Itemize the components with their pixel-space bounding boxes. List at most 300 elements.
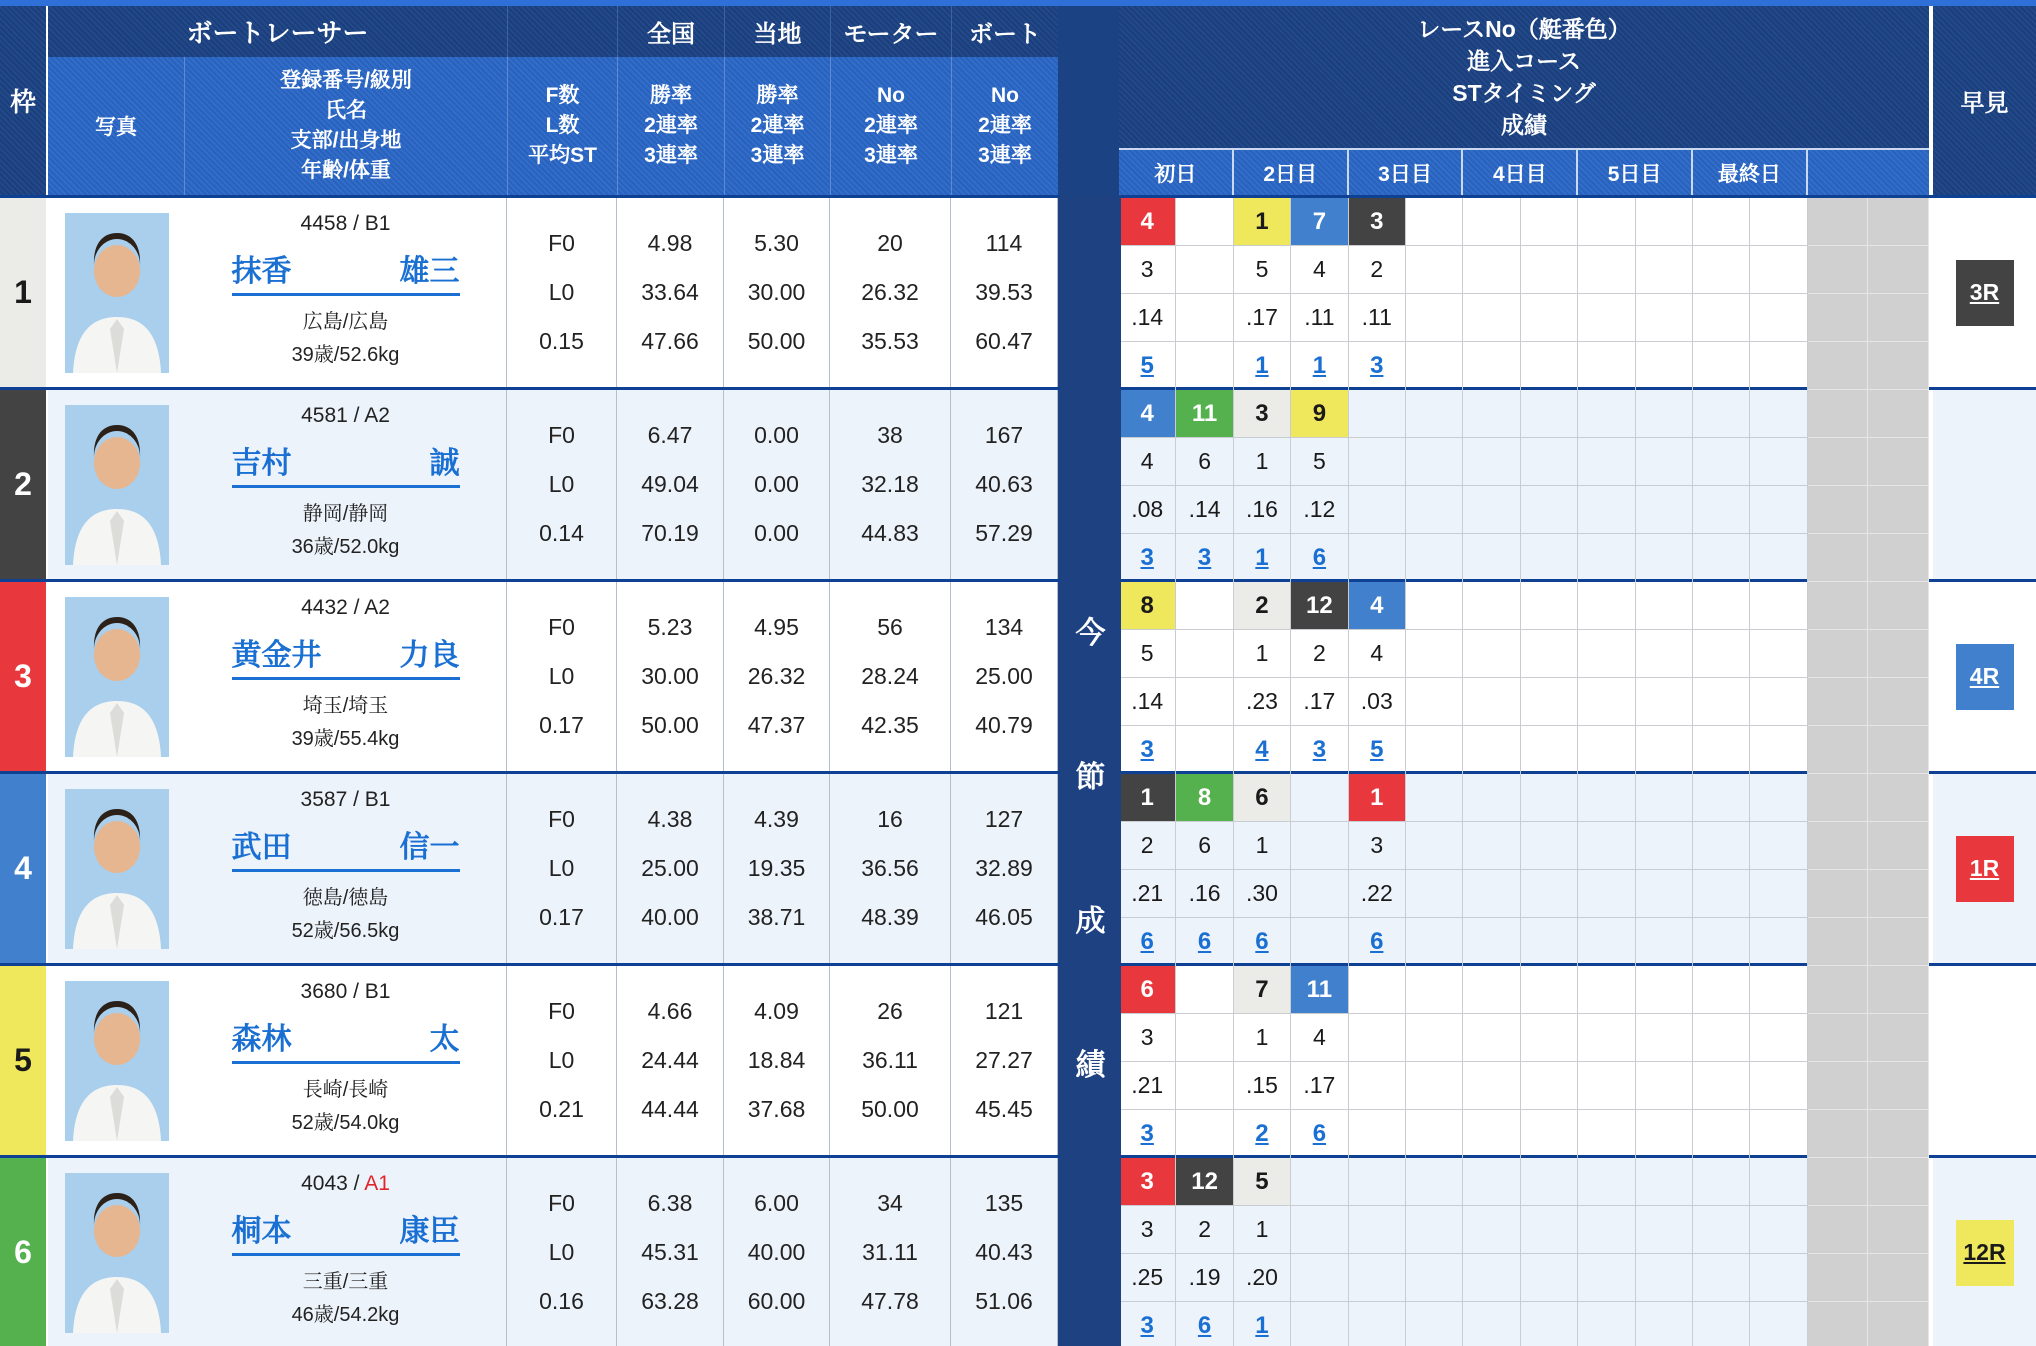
grid-cell bbox=[1578, 294, 1635, 342]
stat-value: 50.00 bbox=[641, 712, 699, 738]
entry-course-cell: 1 bbox=[1234, 822, 1291, 870]
result-link[interactable]: 3 bbox=[1197, 544, 1212, 571]
grid-cell bbox=[1578, 870, 1635, 918]
racer-photo-image bbox=[65, 981, 169, 1141]
fl-value: F0 bbox=[548, 806, 575, 832]
grid-cell bbox=[1176, 1110, 1233, 1158]
grid-cell bbox=[1406, 1062, 1463, 1110]
stat-value: 26.32 bbox=[747, 663, 806, 689]
racer-photo[interactable] bbox=[48, 774, 185, 963]
result-link[interactable]: 6 bbox=[1312, 1120, 1327, 1147]
grid-cell bbox=[1463, 918, 1520, 966]
race-number-cell: 3 bbox=[1234, 390, 1291, 438]
grid-cell bbox=[1521, 1158, 1578, 1206]
grid-cell bbox=[1176, 198, 1233, 246]
result-cell bbox=[1291, 726, 1348, 774]
quick-view-cell bbox=[1933, 198, 2036, 387]
grid-cell bbox=[1406, 630, 1463, 678]
grid-cell bbox=[1693, 1254, 1750, 1302]
fl-value: F0 bbox=[548, 422, 575, 448]
race-number-cell: 9 bbox=[1291, 390, 1348, 438]
grid-cell bbox=[1578, 678, 1635, 726]
st-timing-cell: .15 bbox=[1234, 1062, 1291, 1110]
race-number-cell: 12 bbox=[1176, 1158, 1233, 1206]
grid-cell bbox=[1750, 198, 1807, 246]
stat-value: 47.78 bbox=[861, 1288, 919, 1314]
motor-stats bbox=[830, 198, 951, 387]
photo-column-header: 写真 bbox=[48, 57, 185, 195]
frame-number: 2 bbox=[0, 390, 48, 579]
boat-stats bbox=[951, 582, 1058, 771]
day-header: 初日 bbox=[1119, 148, 1234, 195]
racer-photo[interactable] bbox=[48, 390, 185, 579]
grid-cell bbox=[1578, 438, 1635, 486]
fl-value: 0.21 bbox=[539, 1096, 584, 1122]
grid-cell bbox=[1349, 390, 1406, 438]
st-timing-cell: .20 bbox=[1234, 1254, 1291, 1302]
grid-cell bbox=[1521, 630, 1578, 678]
entry-course-cell: 4 bbox=[1291, 1014, 1348, 1062]
grid-cell bbox=[1521, 918, 1578, 966]
st-timing-cell: .16 bbox=[1234, 486, 1291, 534]
stat-value: 40.00 bbox=[641, 904, 699, 930]
st-timing-cell: .19 bbox=[1176, 1254, 1233, 1302]
result-link[interactable]: 1 bbox=[1255, 1312, 1269, 1339]
racer-name-link[interactable] bbox=[232, 1014, 460, 1064]
stat-value: 24.44 bbox=[641, 1047, 699, 1073]
stat-value: 44.44 bbox=[641, 1096, 699, 1122]
grid-filler-cell bbox=[1808, 390, 1869, 438]
stat-value: 0.00 bbox=[754, 520, 799, 546]
grid-cell bbox=[1578, 534, 1635, 582]
grid-cell bbox=[1693, 1110, 1750, 1158]
entry-course-cell: 1 bbox=[1234, 438, 1291, 486]
grid-filler-cell bbox=[1808, 1062, 1869, 1110]
grid-cell bbox=[1750, 1206, 1807, 1254]
series-vertical-char: 成 bbox=[1075, 904, 1106, 938]
grid-filler-cell bbox=[1808, 678, 1869, 726]
racer-info-cell bbox=[185, 966, 507, 1155]
racer-name-link[interactable] bbox=[232, 630, 460, 680]
stat-value: 134 bbox=[984, 614, 1024, 640]
grid-cell bbox=[1578, 1062, 1635, 1110]
result-link[interactable]: 3 bbox=[1140, 1312, 1154, 1339]
grid-cell bbox=[1349, 1254, 1406, 1302]
branch-origin: 徳島/徳島 bbox=[302, 887, 389, 909]
grid-cell bbox=[1693, 294, 1750, 342]
grid-cell bbox=[1349, 1014, 1406, 1062]
result-link[interactable]: 6 bbox=[1140, 928, 1154, 955]
grid-cell bbox=[1750, 1014, 1807, 1062]
stat-value: 33.64 bbox=[641, 279, 699, 305]
class-badge: A1 bbox=[364, 1172, 390, 1195]
grid-cell bbox=[1463, 294, 1520, 342]
grid-cell bbox=[1750, 486, 1807, 534]
grid-cell bbox=[1693, 390, 1750, 438]
racer-photo[interactable] bbox=[48, 582, 185, 771]
grid-cell bbox=[1463, 582, 1520, 630]
frame-number: 4 bbox=[0, 774, 48, 963]
stat-value: 19.35 bbox=[747, 855, 806, 881]
grid-cell bbox=[1578, 1302, 1635, 1346]
grid-cell bbox=[1750, 966, 1807, 1014]
registration-number: 4043 / bbox=[301, 1172, 365, 1195]
racer-photo[interactable] bbox=[48, 966, 185, 1155]
grid-filler-cell bbox=[1868, 582, 1929, 630]
day-header: 4日目 bbox=[1463, 148, 1578, 195]
grid-cell bbox=[1693, 1206, 1750, 1254]
grid-cell bbox=[1578, 582, 1635, 630]
frame-column-header: 枠 bbox=[0, 6, 48, 195]
grid-filler-cell bbox=[1808, 1254, 1869, 1302]
series-results-grid bbox=[1119, 582, 1929, 771]
racer-photo[interactable] bbox=[48, 1158, 185, 1346]
grid-cell bbox=[1693, 534, 1750, 582]
grid-cell bbox=[1521, 438, 1578, 486]
frame-number: 5 bbox=[0, 966, 48, 1155]
st-timing-cell: .14 bbox=[1176, 486, 1233, 534]
entry-course-cell: 2 bbox=[1349, 246, 1406, 294]
result-link[interactable]: 3 bbox=[1140, 544, 1154, 571]
grid-cell bbox=[1406, 1158, 1463, 1206]
result-link[interactable]: 3 bbox=[1370, 352, 1384, 379]
race-number-cell: 4 bbox=[1119, 198, 1176, 246]
quick-view-cell bbox=[1933, 966, 2036, 1155]
grid-cell bbox=[1636, 582, 1693, 630]
stat-value: 35.53 bbox=[861, 328, 919, 354]
grid-cell bbox=[1463, 1110, 1520, 1158]
result-link[interactable]: 3 bbox=[1140, 1120, 1154, 1147]
quick-view-race-link[interactable]: 12R bbox=[1956, 1220, 2014, 1286]
grid-cell bbox=[1750, 342, 1807, 390]
result-link[interactable]: 6 bbox=[1197, 1312, 1212, 1339]
result-link[interactable]: 6 bbox=[1370, 928, 1384, 955]
grid-cell bbox=[1291, 1206, 1348, 1254]
race-number-cell: 6 bbox=[1234, 774, 1291, 822]
result-cell bbox=[1349, 918, 1406, 966]
age-weight: 52歳/54.0kg bbox=[291, 1112, 400, 1134]
grid-cell bbox=[1750, 774, 1807, 822]
stat-value: 56 bbox=[877, 614, 903, 640]
national-stats bbox=[617, 774, 724, 963]
branch-origin: 長崎/長崎 bbox=[302, 1079, 389, 1101]
st-timing-cell: .03 bbox=[1349, 678, 1406, 726]
class-badge: B1 bbox=[364, 212, 391, 235]
grid-cell bbox=[1176, 678, 1233, 726]
series-results-grid bbox=[1119, 390, 1929, 579]
entry-course-cell: 3 bbox=[1349, 822, 1406, 870]
grid-cell bbox=[1693, 918, 1750, 966]
age-weight: 39歳/52.6kg bbox=[291, 344, 400, 366]
branch-origin: 埼玉/埼玉 bbox=[302, 695, 389, 717]
series-bar-header-gap bbox=[1058, 6, 1119, 195]
grid-cell bbox=[1463, 1014, 1520, 1062]
grid-filler-cell bbox=[1808, 486, 1869, 534]
stat-value: 5.23 bbox=[647, 614, 693, 640]
grid-cell bbox=[1750, 726, 1807, 774]
stat-value: 57.29 bbox=[975, 520, 1033, 546]
race-number-cell: 11 bbox=[1176, 390, 1233, 438]
grid-cell bbox=[1406, 342, 1463, 390]
grid-cell bbox=[1750, 870, 1807, 918]
result-link[interactable]: 5 bbox=[1140, 352, 1154, 379]
racer-photo[interactable] bbox=[48, 198, 185, 387]
result-cell bbox=[1234, 1110, 1291, 1158]
grid-cell bbox=[1636, 630, 1693, 678]
result-link[interactable]: 3 bbox=[1140, 736, 1154, 763]
entry-course-cell: 2 bbox=[1176, 1206, 1233, 1254]
stat-value: 42.35 bbox=[861, 712, 919, 738]
grid-cell bbox=[1750, 1062, 1807, 1110]
racer-last-name: 黄金井 bbox=[231, 639, 322, 672]
grid-cell bbox=[1636, 966, 1693, 1014]
registration-class bbox=[301, 596, 390, 620]
stat-value: 121 bbox=[984, 998, 1024, 1024]
result-link[interactable]: 3 bbox=[1312, 736, 1327, 763]
entry-course-cell: 6 bbox=[1176, 438, 1233, 486]
grid-cell bbox=[1463, 246, 1520, 294]
entry-course-cell: 3 bbox=[1119, 246, 1176, 294]
grid-cell bbox=[1636, 294, 1693, 342]
fl-st-column-header: F数 L数 平均ST bbox=[507, 6, 617, 195]
result-link[interactable]: 2 bbox=[1255, 1120, 1269, 1147]
grid-filler-cell bbox=[1868, 726, 1929, 774]
race-number-cell: 1 bbox=[1234, 198, 1291, 246]
grid-cell bbox=[1463, 1302, 1520, 1346]
st-timing-cell: .25 bbox=[1119, 1254, 1176, 1302]
result-link[interactable]: 6 bbox=[1197, 928, 1212, 955]
grid-cell bbox=[1750, 1254, 1807, 1302]
result-cell bbox=[1234, 726, 1291, 774]
stat-value: 40.43 bbox=[975, 1239, 1033, 1265]
racer-name-link[interactable] bbox=[232, 246, 460, 296]
series-vertical-label bbox=[1060, 195, 1121, 1346]
racer-first-name: 康臣 bbox=[399, 1215, 460, 1248]
stat-value: 39.53 bbox=[975, 279, 1033, 305]
grid-cell bbox=[1291, 1254, 1348, 1302]
grid-cell bbox=[1693, 870, 1750, 918]
result-cell bbox=[1291, 534, 1348, 582]
fl-st-cell bbox=[507, 198, 617, 387]
grid-cell bbox=[1750, 246, 1807, 294]
stat-value: 50.00 bbox=[747, 328, 806, 354]
boat-stats bbox=[951, 774, 1058, 963]
grid-cell bbox=[1693, 1158, 1750, 1206]
stat-value: 49.04 bbox=[641, 471, 699, 497]
stat-value: 26.32 bbox=[861, 279, 919, 305]
motor-stats bbox=[830, 390, 951, 579]
race-number-cell: 2 bbox=[1234, 582, 1291, 630]
racer-last-name: 桐本 bbox=[231, 1215, 292, 1248]
grid-cell bbox=[1349, 1062, 1406, 1110]
race-number-cell: 4 bbox=[1349, 582, 1406, 630]
info-header-line: 氏名 bbox=[325, 99, 367, 122]
grid-filler-cell bbox=[1808, 966, 1869, 1014]
age-weight: 46歳/54.2kg bbox=[291, 1304, 400, 1326]
grid-cell bbox=[1463, 1254, 1520, 1302]
stat-value: 47.66 bbox=[641, 328, 699, 354]
stat-value: 6.47 bbox=[647, 422, 693, 448]
grid-cell bbox=[1693, 1302, 1750, 1346]
entry-course-cell: 5 bbox=[1234, 246, 1291, 294]
grid-cell bbox=[1406, 1110, 1463, 1158]
result-cell bbox=[1176, 1302, 1233, 1346]
stat-value: 40.79 bbox=[975, 712, 1033, 738]
grid-cell bbox=[1463, 630, 1520, 678]
day-header-row bbox=[1119, 148, 1929, 195]
racer-info-cell bbox=[185, 1158, 507, 1346]
quick-view-race-link[interactable]: 1R bbox=[1956, 836, 2014, 902]
stat-value: 20 bbox=[877, 230, 903, 256]
grid-filler-cell bbox=[1808, 1014, 1869, 1062]
stat-value: 25.00 bbox=[641, 855, 699, 881]
stat-value: 26 bbox=[877, 998, 903, 1024]
racer-name-link[interactable] bbox=[232, 822, 460, 872]
race-number-cell: 8 bbox=[1176, 774, 1233, 822]
grid-filler-cell bbox=[1868, 1158, 1929, 1206]
quick-view-race-link[interactable]: 3R bbox=[1956, 260, 2014, 326]
grid-cell bbox=[1463, 966, 1520, 1014]
grid-filler-cell bbox=[1868, 198, 1929, 246]
racer-name-link[interactable] bbox=[232, 438, 460, 488]
boat-stats bbox=[951, 1158, 1058, 1346]
stat-value: 4.95 bbox=[754, 614, 799, 640]
grid-cell bbox=[1463, 486, 1520, 534]
result-link[interactable]: 6 bbox=[1312, 544, 1327, 571]
racer-row bbox=[0, 963, 2036, 1155]
motor-column-header: モーター No 2連率 3連率 bbox=[830, 6, 951, 195]
grid-filler-cell bbox=[1808, 726, 1869, 774]
fl-value: F0 bbox=[548, 998, 575, 1024]
result-cell bbox=[1119, 342, 1176, 390]
stat-value: 30.00 bbox=[641, 663, 699, 689]
grid-cell bbox=[1750, 918, 1807, 966]
grid-cell bbox=[1406, 966, 1463, 1014]
grid-filler-cell bbox=[1868, 1062, 1929, 1110]
grid-cell bbox=[1636, 1254, 1693, 1302]
grid-cell bbox=[1406, 678, 1463, 726]
stat-value: 37.68 bbox=[747, 1096, 806, 1122]
grid-filler-cell bbox=[1868, 630, 1929, 678]
grid-cell bbox=[1463, 822, 1520, 870]
result-link[interactable]: 4 bbox=[1255, 736, 1269, 763]
grid-cell bbox=[1521, 966, 1578, 1014]
grid-cell bbox=[1463, 438, 1520, 486]
st-timing-cell: .14 bbox=[1119, 294, 1176, 342]
series-results-grid bbox=[1119, 774, 1929, 963]
race-number-cell: 1 bbox=[1119, 774, 1176, 822]
stat-value: 51.06 bbox=[975, 1288, 1033, 1314]
result-link[interactable]: 1 bbox=[1255, 352, 1269, 379]
entry-course-cell: 5 bbox=[1291, 438, 1348, 486]
grid-cell bbox=[1406, 486, 1463, 534]
grid-cell bbox=[1176, 294, 1233, 342]
grid-cell bbox=[1349, 1158, 1406, 1206]
stat-value: 32.18 bbox=[861, 471, 919, 497]
series-results-header bbox=[1119, 6, 1929, 195]
stat-value: 25.00 bbox=[975, 663, 1033, 689]
result-link[interactable]: 1 bbox=[1312, 352, 1327, 379]
race-number-cell: 3 bbox=[1119, 1158, 1176, 1206]
result-link[interactable]: 1 bbox=[1255, 544, 1269, 571]
grid-cell bbox=[1406, 1254, 1463, 1302]
grid-cell bbox=[1176, 582, 1233, 630]
registration-number: 4432 / bbox=[301, 596, 365, 619]
fl-st-cell bbox=[507, 966, 617, 1155]
entry-course-cell: 1 bbox=[1234, 1014, 1291, 1062]
grid-cell bbox=[1521, 486, 1578, 534]
st-timing-cell: .21 bbox=[1119, 870, 1176, 918]
grid-cell bbox=[1521, 870, 1578, 918]
grid-cell bbox=[1636, 870, 1693, 918]
grid-filler-cell bbox=[1808, 918, 1869, 966]
grid-cell bbox=[1636, 1062, 1693, 1110]
stat-value: 114 bbox=[985, 230, 1023, 256]
grid-filler-cell bbox=[1868, 438, 1929, 486]
fl-value: L0 bbox=[548, 279, 575, 305]
grid-filler-cell bbox=[1808, 246, 1869, 294]
entry-course-cell: 3 bbox=[1119, 1206, 1176, 1254]
grid-cell bbox=[1406, 726, 1463, 774]
result-cell bbox=[1119, 918, 1176, 966]
stat-value: 167 bbox=[984, 422, 1024, 448]
local-stats bbox=[724, 198, 830, 387]
result-cell bbox=[1234, 342, 1291, 390]
branch-origin: 広島/広島 bbox=[302, 311, 389, 333]
grid-cell bbox=[1636, 438, 1693, 486]
grid-cell bbox=[1636, 198, 1693, 246]
class-badge: A2 bbox=[364, 596, 390, 619]
grid-cell bbox=[1349, 438, 1406, 486]
stat-value: 28.24 bbox=[861, 663, 919, 689]
grid-filler-cell bbox=[1808, 534, 1869, 582]
class-badge: B1 bbox=[364, 788, 391, 811]
grid-cell bbox=[1521, 1110, 1578, 1158]
stat-value: 44.83 bbox=[861, 520, 919, 546]
racer-row bbox=[0, 579, 2036, 771]
grid-filler-cell bbox=[1808, 1158, 1869, 1206]
grid-filler-cell bbox=[1868, 918, 1929, 966]
fl-st-cell bbox=[507, 582, 617, 771]
entry-course-cell: 4 bbox=[1119, 438, 1176, 486]
quick-view-race-link[interactable]: 4R bbox=[1956, 644, 2014, 710]
result-link[interactable]: 6 bbox=[1255, 928, 1269, 955]
grid-cell bbox=[1176, 246, 1233, 294]
grid-cell bbox=[1521, 1206, 1578, 1254]
race-number-cell: 6 bbox=[1119, 966, 1176, 1014]
st-timing-cell: .12 bbox=[1291, 486, 1348, 534]
grid-filler-cell bbox=[1868, 390, 1929, 438]
result-link[interactable]: 5 bbox=[1370, 736, 1384, 763]
fl-value: 0.15 bbox=[539, 328, 584, 354]
grid-cell bbox=[1406, 246, 1463, 294]
stat-value: 40.63 bbox=[975, 471, 1033, 497]
grid-cell bbox=[1406, 918, 1463, 966]
grid-cell bbox=[1693, 678, 1750, 726]
grid-cell bbox=[1521, 294, 1578, 342]
stat-value: 32.89 bbox=[975, 855, 1033, 881]
stat-value: 40.00 bbox=[747, 1239, 806, 1265]
grid-cell bbox=[1750, 294, 1807, 342]
racer-info-cell bbox=[185, 198, 507, 387]
racer-name-link[interactable] bbox=[232, 1206, 460, 1256]
grid-cell bbox=[1636, 1302, 1693, 1346]
fl-value: 0.17 bbox=[539, 712, 584, 738]
racer-row bbox=[0, 771, 2036, 963]
st-timing-cell: .17 bbox=[1234, 294, 1291, 342]
grid-cell bbox=[1349, 534, 1406, 582]
grid-filler-cell bbox=[1868, 1302, 1929, 1346]
